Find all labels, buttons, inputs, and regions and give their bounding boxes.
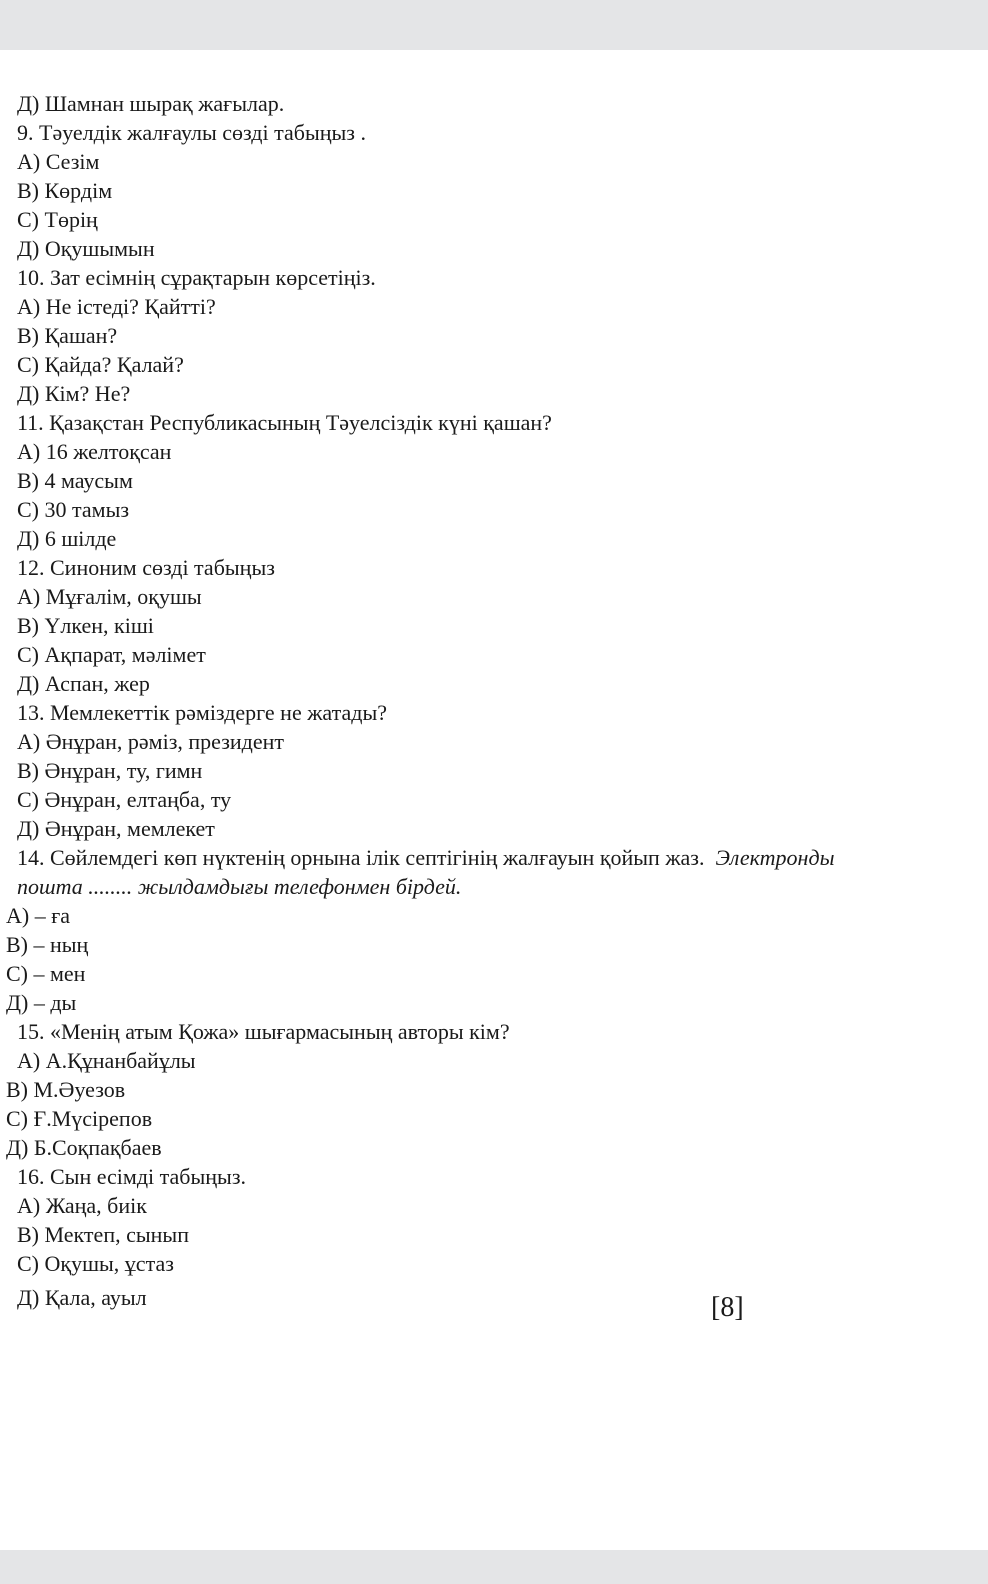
q15-option-c: С) Ғ.Мүсірепов [6, 1106, 153, 1131]
q12-option-d: Д) Аспан, жер [17, 671, 150, 696]
q11-option-a: А) 16 желтоқсан [17, 439, 172, 464]
q16-option-b: В) Мектеп, сынып [17, 1222, 189, 1247]
q14-sentence-start: Электронды [715, 845, 835, 870]
q11-option-b: В) 4 маусым [17, 468, 133, 493]
q11-question: 11. Қазақстан Республикасының Тәуелсіздік күні қашан? [17, 410, 552, 435]
q13-question: 13. Мемлекеттік рәміздерге не жатады? [17, 700, 388, 725]
q14-option-b: В) – ның [6, 932, 89, 957]
q9-question: 9. Тәуелдік жалғаулы сөзді табыңыз . [17, 120, 366, 145]
q13-option-b: В) Әнұран, ту, гимн [17, 758, 203, 783]
q12-question: 12. Синоним сөзді табыңыз [17, 555, 275, 580]
q8-option-d: Д) Шамнан шырақ жағылар. [17, 91, 285, 116]
q14-question-text: 14. Сөйлемдегі көп нүктенің орнына ілік септігінің жалғауын қойып жаз. [17, 845, 705, 870]
q14-option-c: С) – мен [6, 961, 86, 986]
q9-option-d: Д) Оқушымын [17, 236, 155, 261]
q12-option-a: А) Мұғалім, оқушы [17, 584, 202, 609]
q10-option-c: С) Қайда? Қалай? [17, 352, 184, 377]
q13-option-d: Д) Әнұран, мемлекет [17, 816, 215, 841]
q11-option-c: С) 30 тамыз [17, 497, 130, 522]
q14-question [17, 846, 835, 870]
q11-option-d: Д) 6 шілде [17, 526, 117, 551]
q9-option-c: С) Төрің [17, 207, 98, 232]
q10-question: 10. Зат есімнің сұрақтарын көрсетіңіз. [17, 265, 376, 290]
q13-option-c: С) Әнұран, елтаңба, ту [17, 787, 232, 812]
q10-option-d: Д) Кім? Не? [17, 381, 131, 406]
q14-option-a: А) – ға [6, 903, 71, 928]
q16-option-d: Д) Қала, ауыл [17, 1285, 147, 1310]
q15-option-b: В) М.Әуезов [6, 1077, 126, 1102]
q13-option-a: А) Әнұран, рәміз, президент [17, 729, 285, 754]
q12-option-b: В) Үлкен, кіші [17, 613, 154, 638]
q15-option-a: А) А.Құнанбайұлы [17, 1048, 196, 1073]
q15-option-d: Д) Б.Соқпақбаев [6, 1135, 162, 1160]
score-mark: [8] [711, 1292, 744, 1323]
q9-option-a: А) Сезім [17, 149, 100, 174]
q15-question: 15. «Менің атым Қожа» шығармасының авторы кім? [17, 1019, 510, 1044]
q16-question: 16. Сын есімді табыңыз. [17, 1164, 247, 1189]
q10-option-b: В) Қашан? [17, 323, 118, 348]
q14-option-d: Д) – ды [6, 990, 77, 1015]
q9-option-b: В) Көрдім [17, 178, 113, 203]
q10-option-a: А) Не істеді? Қайтті? [17, 294, 216, 319]
q16-option-c: С) Оқушы, ұстаз [17, 1251, 174, 1276]
q16-option-a: А) Жаңа, биік [17, 1193, 147, 1218]
q12-option-c: С) Ақпарат, мәлімет [17, 642, 206, 667]
q14-sentence-end: пошта ........ жылдамдығы телефонмен бірдей. [17, 874, 462, 899]
